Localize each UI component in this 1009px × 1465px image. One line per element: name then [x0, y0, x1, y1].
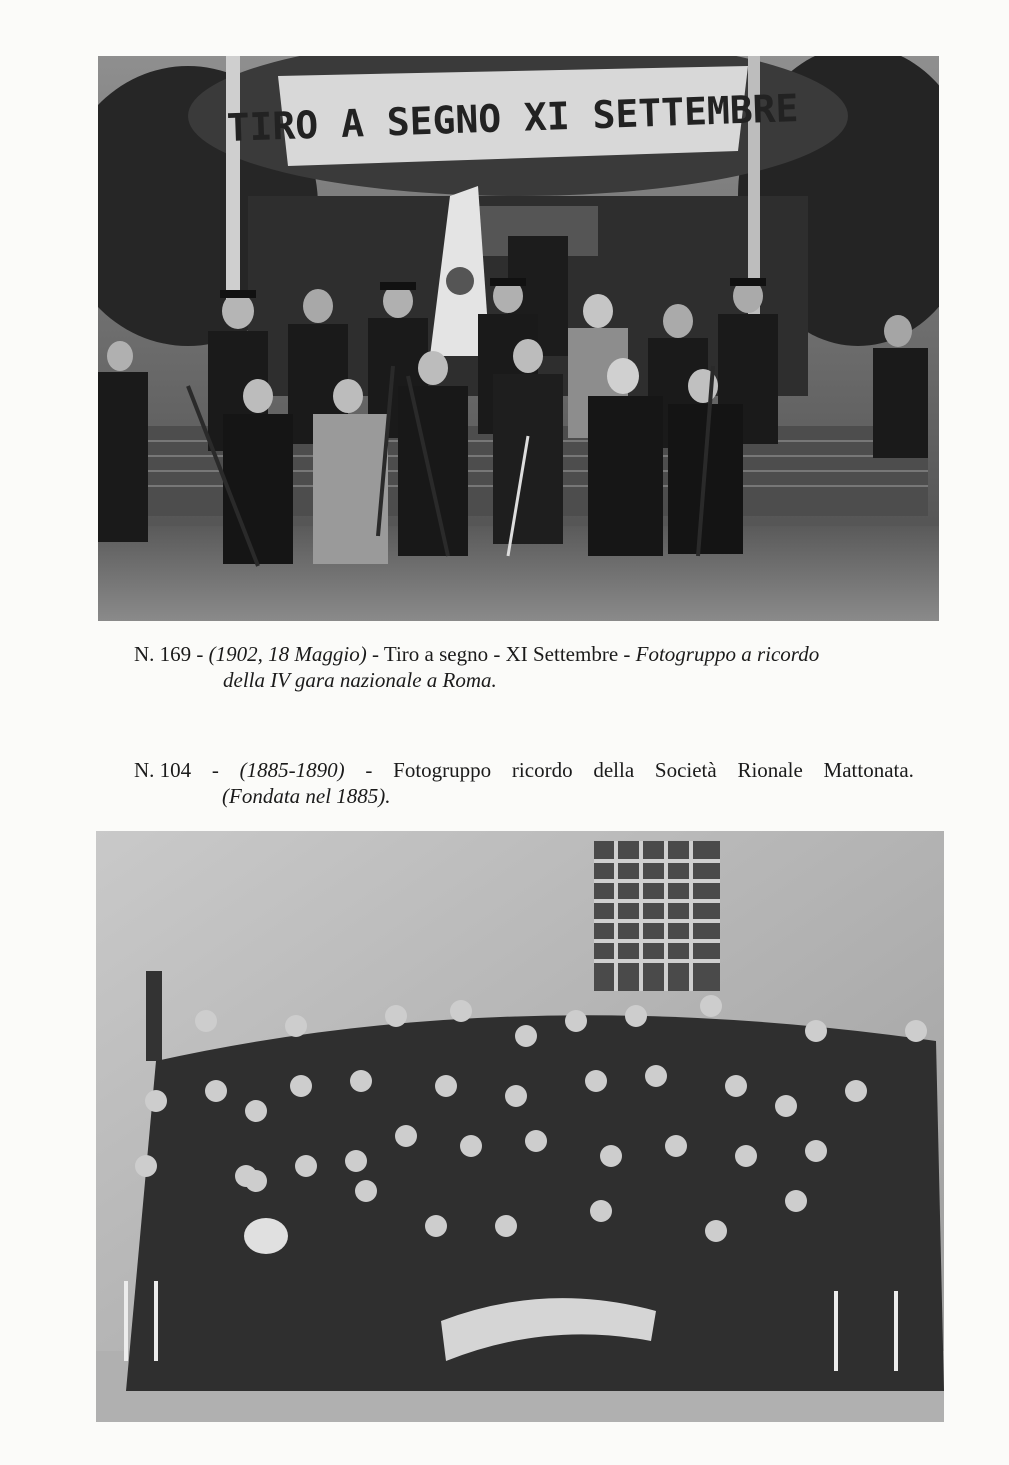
caption-word: della [593, 758, 635, 782]
banner-text: TIRO A SEGNO XI SETTEMBRE [225, 86, 800, 150]
caption-photo-104 [134, 757, 914, 809]
caption-photo-169 [134, 641, 904, 693]
photo-mattonata-illustration [96, 831, 944, 1422]
caption-text: Tiro a segno - XI Settembre - [383, 642, 636, 666]
caption-italic-text: Fotogruppo a ricordo [635, 642, 820, 666]
caption-separator: - [191, 642, 209, 666]
caption-word: Mattonata. [823, 758, 914, 782]
caption-line-2: della IV gara nazionale a Roma. [223, 668, 497, 692]
caption-word: Società [654, 758, 717, 782]
photo-societa-rionale-mattonata-group [96, 831, 944, 1422]
caption-line-2: (Fondata nel 1885). [222, 784, 391, 808]
caption-word: Fotogruppo [393, 758, 492, 782]
caption-date: (1902, 18 Maggio) [208, 642, 367, 666]
caption-number: N. 104 [134, 758, 192, 782]
caption-line-1 [134, 757, 914, 783]
caption-date: (1885-1890) [239, 758, 345, 782]
caption-number: N. 169 [134, 642, 192, 666]
photo-tiro-a-segno-group [98, 56, 939, 621]
caption-separator: - [211, 758, 219, 782]
caption-separator: - [366, 642, 384, 666]
caption-word: Rionale [737, 758, 803, 782]
photo-tiro-a-segno-illustration [98, 56, 939, 621]
caption-separator: - [365, 758, 373, 782]
caption-word: ricordo [511, 758, 573, 782]
